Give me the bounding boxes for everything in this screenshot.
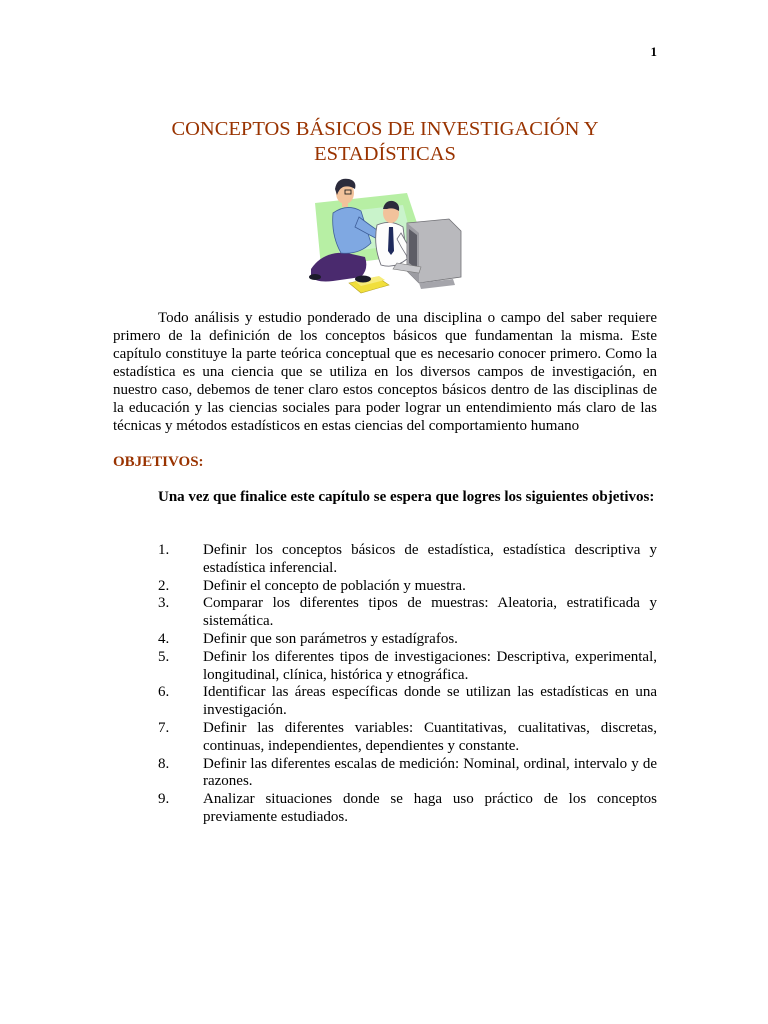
list-item-text: Definir el concepto de población y muestra. xyxy=(203,577,466,594)
list-item-number: 3. xyxy=(158,595,170,612)
list-item xyxy=(158,649,657,685)
list-item-text: Comparar los diferentes tipos de muestras: Aleatoria, estratificada y sistemática. xyxy=(203,595,657,630)
list-item-number: 7. xyxy=(158,719,170,736)
intro-paragraph: Todo análisis y estudio ponderado de una disciplina o campo del saber requiere primero de la definición de los conceptos básicos que fundamentan la misma. Este capítulo constituye la parte teórica conceptual que es necesario conocer primero. Como la estadística es una ciencia que se utiliza en los diversos campos de investigación, en nuestro caso, debemos de tener claro estos conceptos básicos dentro de las disciplinas de la educación y las ciencias sociales para poder lograr un entendimiento más claro de las técnicas y métodos estadísticos en estas ciencias del comportamiento humano xyxy=(113,310,657,434)
list-item xyxy=(158,631,657,649)
list-item-number: 9. xyxy=(158,791,170,808)
list-item xyxy=(158,578,657,596)
list-item-text: Definir las diferentes variables: Cuantitativas, cualitativas, discretas, continuas, independientes, dependientes y constante. xyxy=(203,719,657,754)
list-item-text: Definir que son parámetros y estadígrafos. xyxy=(203,630,458,647)
list-item-text: Definir los conceptos básicos de estadística, estadística descriptiva y estadística inferencial. xyxy=(203,542,657,576)
objectives-heading: OBJETIVOS: xyxy=(113,454,204,470)
list-item xyxy=(158,791,657,827)
objectives-list xyxy=(158,542,657,827)
list-item-text: Identificar las áreas específicas donde se utilizan las estadísticas en una investigación. xyxy=(203,684,657,719)
list-item-text: Definir los diferentes tipos de investigaciones: Descriptiva, experimental, longitudinal, clínica, histórica y etnográfica. xyxy=(203,648,657,683)
list-item-text: Definir las diferentes escalas de medición: Nominal, ordinal, intervalo y de razones. xyxy=(203,755,657,790)
page-number: 1 xyxy=(650,44,657,59)
list-item-text: Analizar situaciones donde se haga uso práctico de los conceptos previamente estudiados. xyxy=(203,791,657,825)
computer-monitor xyxy=(407,219,461,289)
list-item-number: 4. xyxy=(158,630,170,647)
list-item xyxy=(158,542,657,578)
list-item-number: 2. xyxy=(158,577,170,594)
list-item-number: 1. xyxy=(158,542,170,558)
list-item xyxy=(158,720,657,756)
objectives-intro: Una vez que finalice este capítulo se espera que logres los siguientes objetivos: xyxy=(158,489,655,505)
page-title: CONCEPTOS BÁSICOS DE INVESTIGACIÓN Y ESTADÍSTICAS xyxy=(171,118,599,165)
list-item-number: 8. xyxy=(158,755,170,772)
list-item xyxy=(158,595,657,631)
two-men-at-computer-illustration xyxy=(303,173,463,295)
list-item xyxy=(158,684,657,720)
list-item xyxy=(158,756,657,792)
two-men-at-computer-icon xyxy=(303,173,463,295)
list-item-number: 5. xyxy=(158,648,170,665)
list-item-number: 6. xyxy=(158,684,170,701)
